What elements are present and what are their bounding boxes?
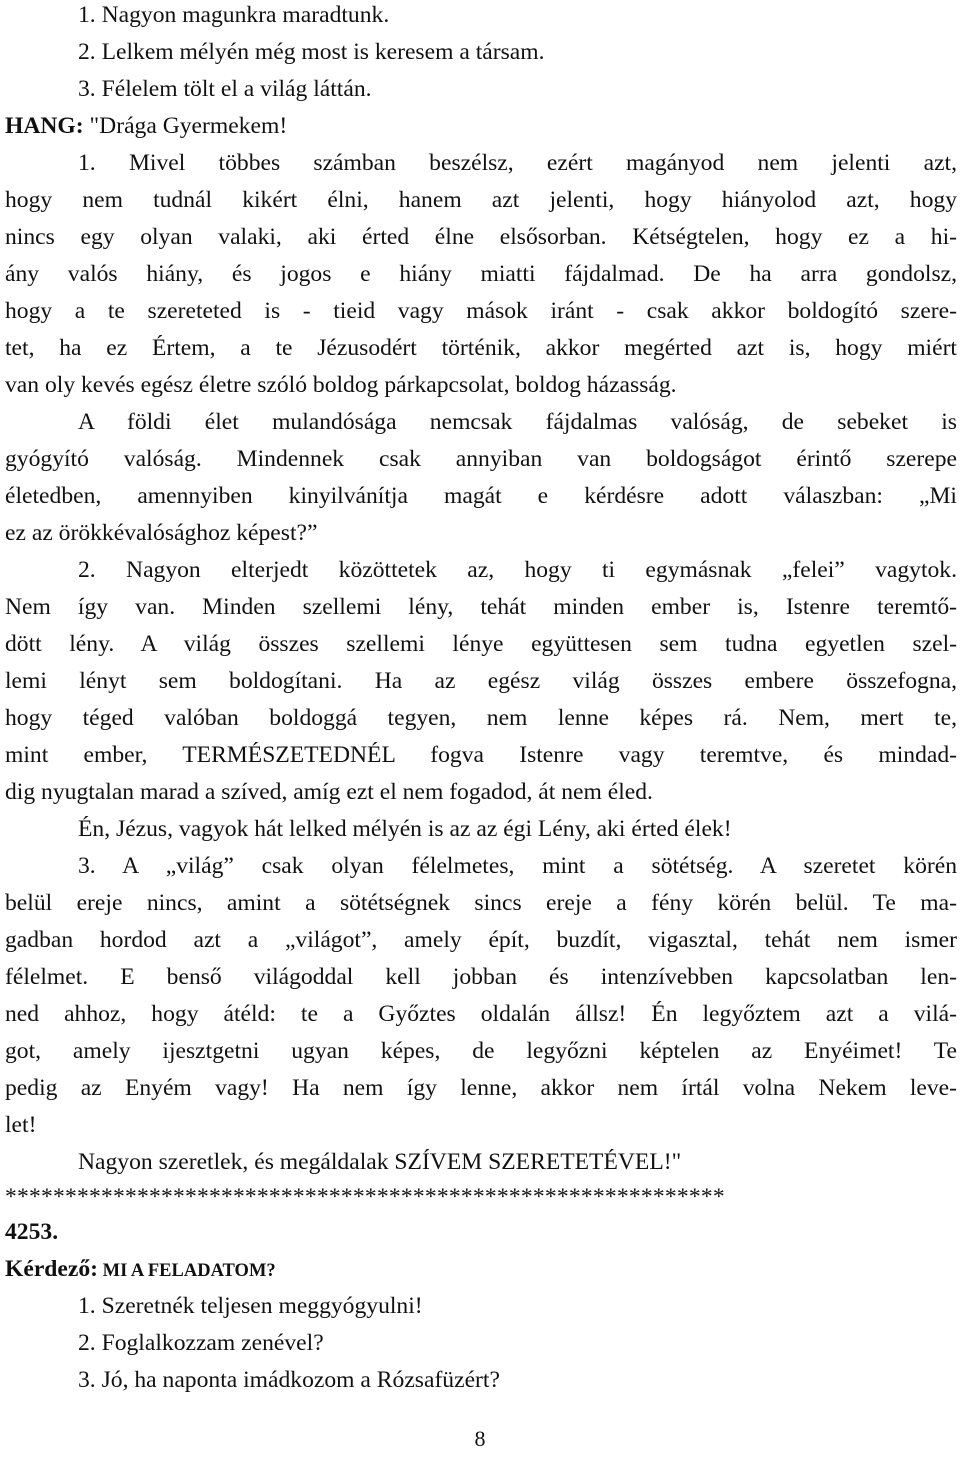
paragraph-line: félelmet. E benső világoddal kell jobban és intenzívebben kapcsolatban len- — [5, 964, 957, 990]
paragraph-line: pedig az Enyém vagy! Ha nem így lenne, akkor nem írtál volna Nekem leve- — [5, 1075, 957, 1101]
paragraph-line: ned ahhoz, hogy átéld: te a Győztes oldalán állsz! Én legyőztem azt a vilá- — [5, 1001, 957, 1027]
paragraph-line: 1. Mivel többes számban beszélsz, ezért magányod nem jelenti azt, — [78, 150, 957, 176]
paragraph-line: ány valós hiány, és jogos e hiány miatti fájdalmad. De ha arra gondolsz, — [5, 261, 957, 287]
hang-label: HANG: — [5, 113, 84, 139]
paragraph-line: 3. A „világ” csak olyan félelmetes, mint a sötétség. A szeretet körén — [78, 853, 957, 879]
paragraph-line: dig nyugtalan marad a szíved, amíg ezt el nem fogadod, át nem éled. — [5, 779, 653, 805]
kerdezo-label: Kérdező: — [5, 1256, 99, 1282]
paragraph-line: A földi élet mulandósága nemcsak fájdalmas valóság, de sebeket is — [78, 409, 957, 435]
paragraph-line: dött lény. A világ összes szellemi lénye együttesen sem tudna egyetlen szel- — [5, 631, 957, 657]
separator: ************************************************************ — [5, 1184, 725, 1210]
message-number-text: 4253. — [5, 1219, 59, 1245]
message-number — [5, 1214, 957, 1251]
paragraph-line: got, amely ijesztgetni ugyan képes, de legyőzni képtelen az Enyéimet! Te — [5, 1038, 957, 1064]
paragraph-line: ez az örökkévalósághoz képest?” — [5, 520, 318, 546]
paragraph-line: tet, ha ez Értem, a te Jézusodért történik, akkor megérted azt is, hogy miért — [5, 335, 957, 361]
list-item: 1. Nagyon magunkra maradtunk. — [78, 2, 390, 28]
paragraph-line: nincs egy olyan valaki, aki érted élne elsősorban. Kétségtelen, hogy ez a hi- — [5, 224, 957, 250]
paragraph-line: belül ereje nincs, amint a sötétségnek sincs ereje a fény körén belül. Te ma- — [5, 890, 957, 916]
page-number: 8 — [474, 1426, 486, 1451]
list-item: 3. Jó, ha naponta imádkozom a Rózsafüzért? — [78, 1367, 500, 1393]
paragraph-line: van oly kevés egész életre szóló boldog párkapcsolat, boldog házasság. — [5, 372, 677, 398]
paragraph-line: hogy a te szereteted is - tieid vagy mások iránt - csak akkor boldogító szere- — [5, 298, 957, 324]
paragraph-line: 2. Nagyon elterjedt közöttetek az, hogy ti egymásnak „felei” vagytok. — [78, 557, 957, 583]
kerdezo-title: MI A FELADATOM? — [98, 1261, 276, 1281]
question-heading — [5, 1251, 957, 1288]
paragraph-line: hogy téged valóban boldoggá tegyen, nem lenne képes rá. Nem, mert te, — [5, 705, 957, 731]
paragraph-line: életedben, amennyiben kinyilvánítja magát e kérdésre adott válaszban: „Mi — [5, 483, 957, 509]
closing-line: Nagyon szeretlek, és megáldalak SZÍVEM SZERETETÉVEL!" — [78, 1149, 682, 1175]
paragraph-line: Nem így van. Minden szellemi lény, tehát minden ember is, Istenre teremtő- — [5, 594, 957, 620]
list-item: 2. Foglalkozzam zenével? — [78, 1330, 324, 1356]
paragraph-line: let! — [5, 1112, 37, 1138]
paragraph-line: hogy nem tudnál kikért élni, hanem azt jelenti, hogy hiányolod azt, hogy — [5, 187, 957, 213]
hang-heading — [5, 108, 957, 145]
paragraph-line: Én, Jézus, vagyok hát lelked mélyén is az az égi Lény, aki érted élek! — [78, 816, 732, 842]
list-item: 2. Lelkem mélyén még most is keresem a társam. — [78, 39, 545, 65]
paragraph-line: lemi lényt sem boldogítani. Ha az egész világ összes embere összefogna, — [5, 668, 957, 694]
list-item: 1. Szeretnék teljesen meggyógyulni! — [78, 1293, 423, 1319]
hang-text: "Drága Gyermekem! — [83, 113, 288, 139]
paragraph-line: gyógyító valóság. Mindennek csak annyiban van boldogságot érintő szerepe — [5, 446, 957, 472]
paragraph-line: gadban hordod azt a „világot”, amely épít, buzdít, vigasztal, tehát nem ismer — [5, 927, 957, 953]
list-item: 3. Félelem tölt el a világ láttán. — [78, 76, 372, 102]
paragraph-line: mint ember, TERMÉSZETEDNÉL fogva Istenre vagy teremtve, és mindad- — [5, 742, 957, 768]
